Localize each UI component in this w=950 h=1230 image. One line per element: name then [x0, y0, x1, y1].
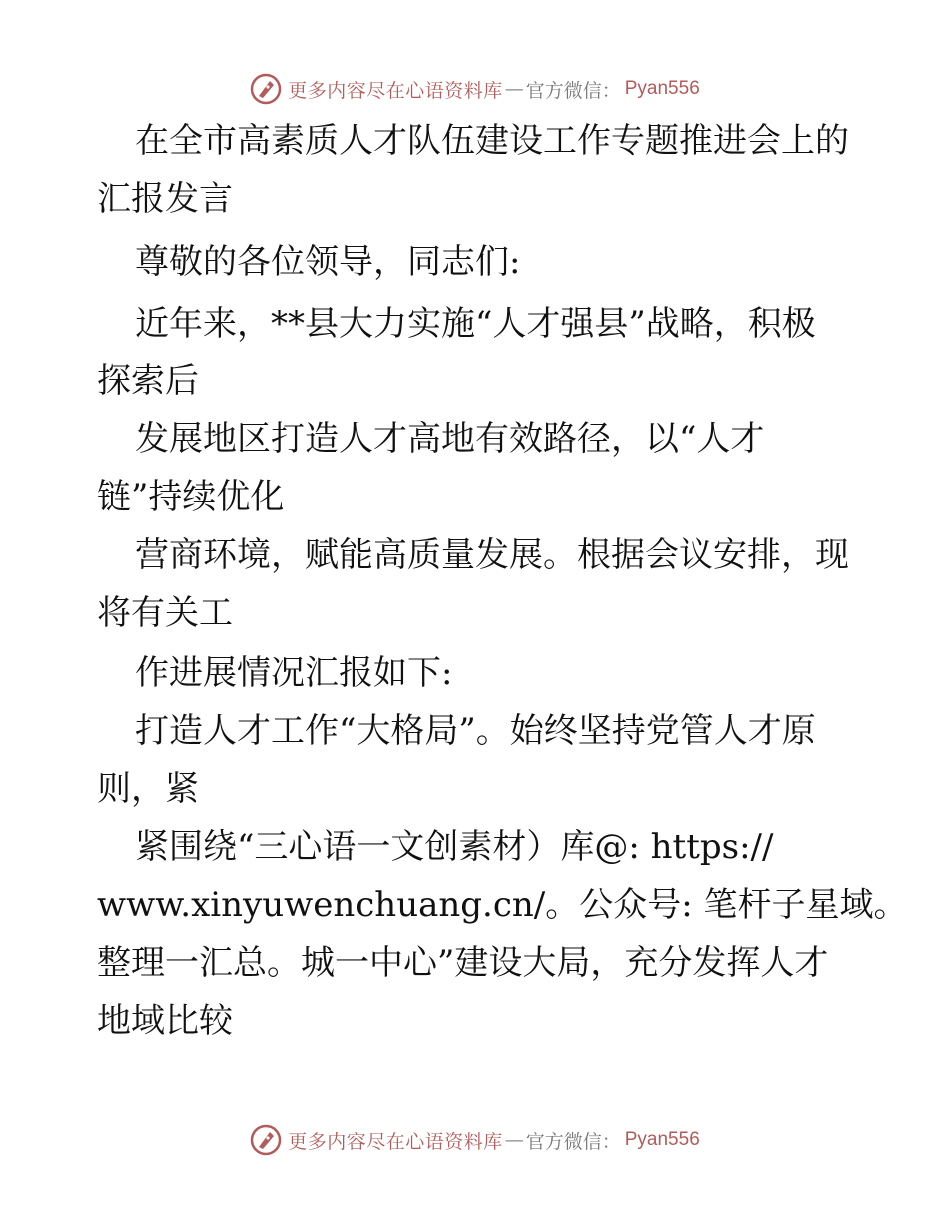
document-line: 在全市高素质人才队伍建设工作专题推进会上的: [135, 121, 849, 161]
document-line: www.xinyuwenchuang.cn/。公众号: 笔杆子星域。: [97, 885, 908, 925]
watermark-wechat-label: 官方微信：: [525, 1130, 621, 1153]
watermark-text: 更多内容尽在心语资料库: [288, 1130, 503, 1153]
document-line: 尊敬的各位领导，同志们:: [135, 242, 521, 282]
document-line: 探索后: [97, 361, 199, 401]
watermark-text: 更多内容尽在心语资料库: [288, 79, 503, 102]
watermark-wechat-id: Pyan556: [624, 78, 700, 99]
footer-watermark: [0, 1120, 950, 1160]
document-line: 作进展情况汇报如下:: [135, 653, 453, 693]
document-line: 近年来，**县大力实施“人才强县”战略，积极: [135, 304, 816, 344]
document-line: 地域比较: [97, 1001, 233, 1041]
header-watermark: [0, 69, 950, 109]
document-line: 整理一汇总。城一中心”建设大局，充分发挥人才: [97, 943, 829, 983]
pen-nib-logo-icon: [250, 1124, 282, 1156]
document-line: 打造人才工作“大格局”。始终坚持党管人才原: [135, 711, 816, 751]
watermark-wechat-id: Pyan556: [624, 1129, 700, 1150]
pen-nib-logo-icon: [250, 73, 282, 105]
watermark-separator: —: [504, 1129, 524, 1151]
document-line: 汇报发言: [97, 179, 233, 219]
document-line: 将有关工: [97, 593, 233, 633]
document-line: 发展地区打造人才高地有效路径，以“人才: [135, 419, 765, 459]
document-line: 链”持续优化: [97, 477, 285, 517]
watermark-separator: —: [504, 78, 524, 100]
document-line: 紧围绕“三心语一文创素材）库@: https://: [135, 827, 774, 867]
watermark-wechat-label: 官方微信：: [525, 79, 621, 102]
document-line: 营商环境，赋能高质量发展。根据会议安排，现: [135, 535, 849, 575]
document-line: 则，紧: [97, 769, 199, 809]
